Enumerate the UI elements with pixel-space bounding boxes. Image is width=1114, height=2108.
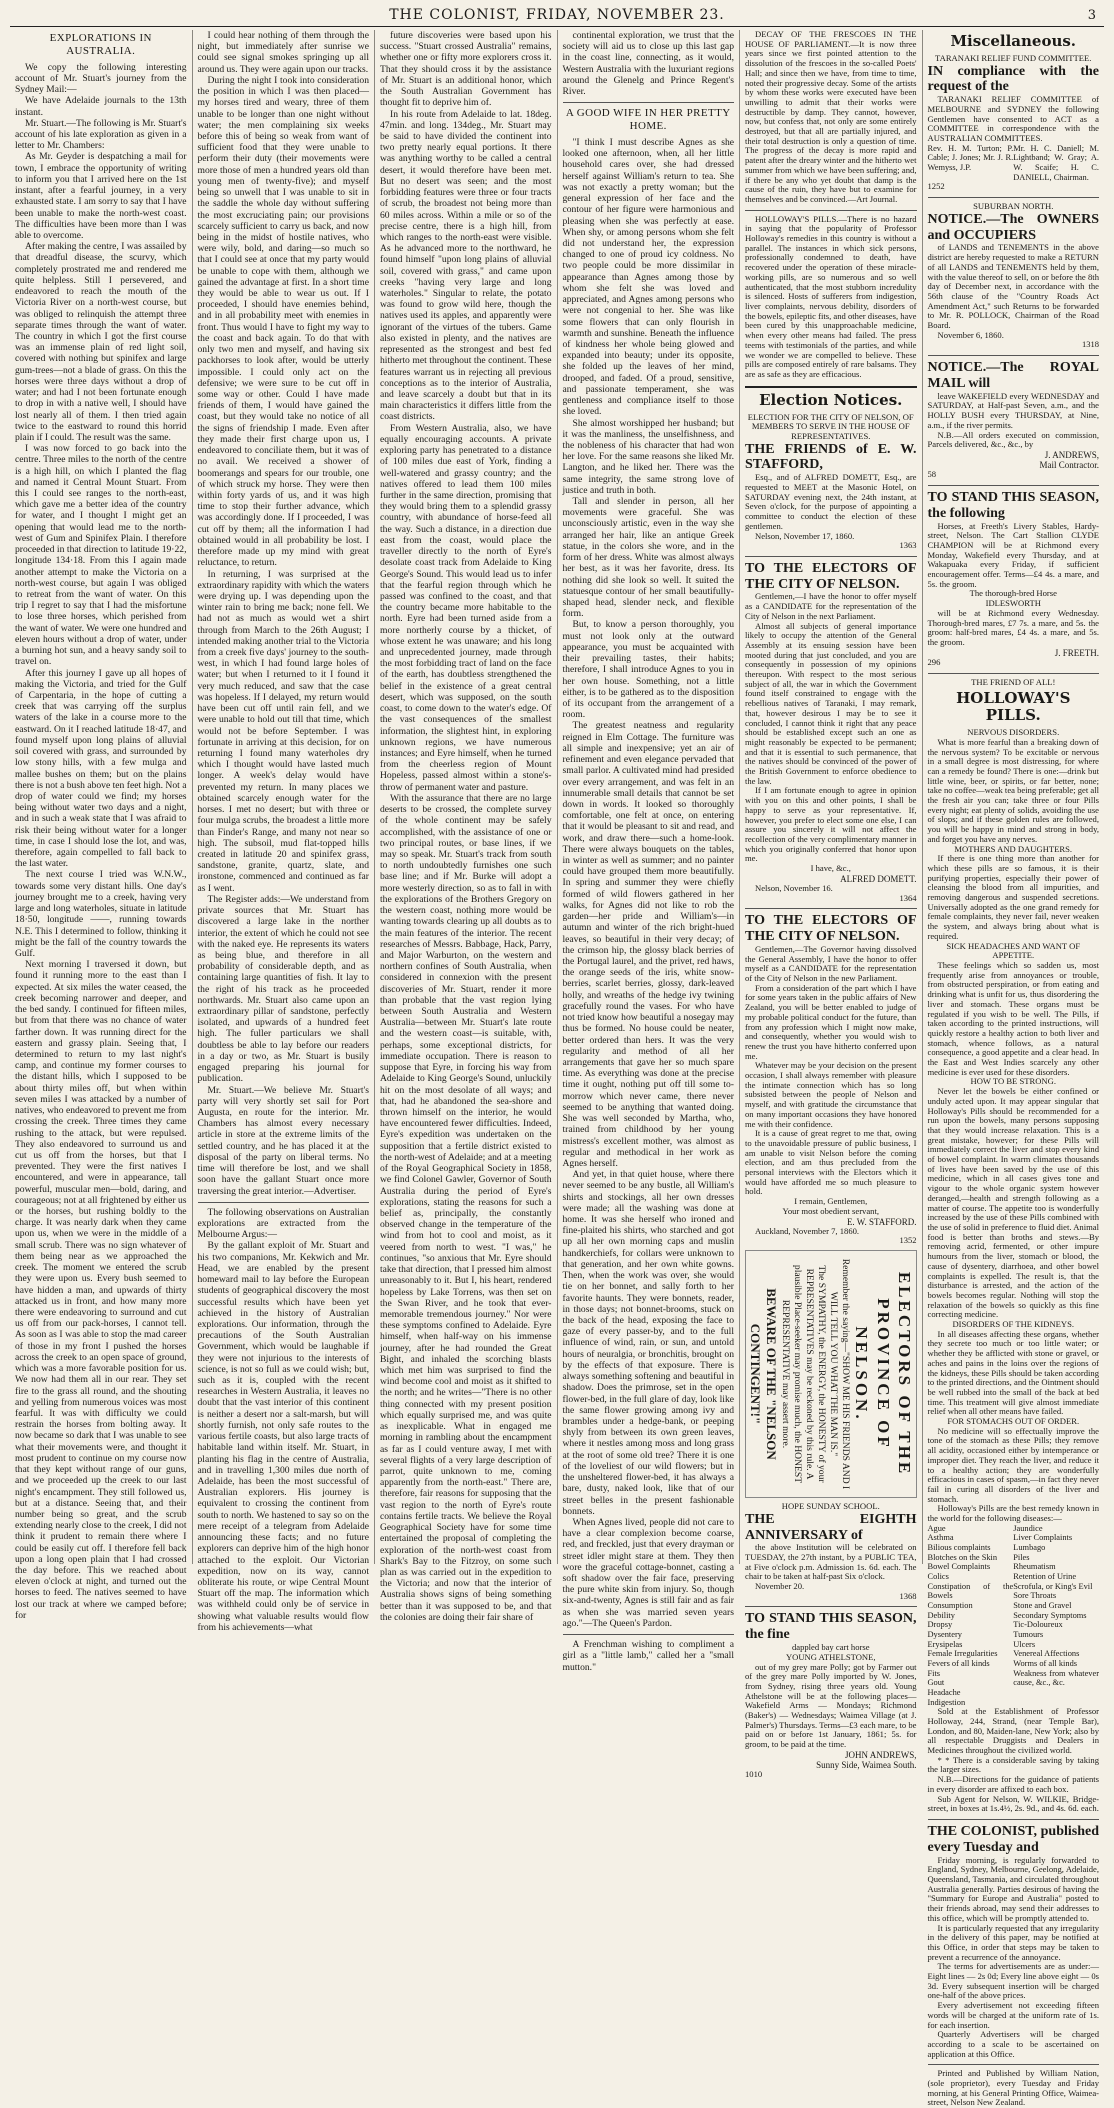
- notice-body: Gentlemen,—The Governor having dissolved the General Assembly, I have the honor to offer myself as a CANDIDATE for the representation of the City of Nelson in the new Parliament.: [745, 943, 917, 983]
- notice-body: The terms for advertisements are as under:— Eight lines — 2s 0d; Every line above eight — 0s 3d. Every subsequent insertion will be charged one-half of the above prices.: [927, 1961, 1099, 2001]
- item-heading: FOR STOMACHS OUT OF ORDER.: [947, 1416, 1080, 1427]
- notice-date: November 20.: [755, 1581, 805, 1592]
- paragraph: As Mr. Geyder is despatching a mail for town, I embrace the opportunity of writing to inform you that I arrived here on the 1st instant, after a fearful journey, in a very exhausted state. I am sorry to say that I have been unable to make the north-west coast. The difficulties have been more than I was able to overcome.: [15, 151, 187, 241]
- disease-item: Indigestion: [927, 1697, 966, 1707]
- column-4: [558, 30, 741, 1673]
- notice-subtitle: The thorough-bred Horse: [969, 588, 1057, 599]
- notice-body: These feelings which so sadden us, most frequently arise from annoyances or trouble, from obstructed perspiration, or from eating and drinking what is unfit for us, thus disordering the liver and stomach. These organs must be regulated if you wish to be well. The Pills, if taken according to the printed instructions, will quickly restore a healthy action to both liver and stomach, whence follows, as a natural consequence, a good appetite and a clear head. In the East and West Indies scarcely any other medicine is ever used for these disorders.: [927, 960, 1099, 1077]
- vertical-line: Remember the saying—"SHOW ME HIS FRIENDS AND I WILL TELL YOU WHAT THE MAN IS.": [828, 1258, 852, 1490]
- notice-heading: TARANAKI RELIEF FUND COMMITTEE.: [935, 52, 1092, 63]
- divider: [928, 1819, 1100, 1820]
- paragraph: And yet, in that quiet house, where there never seemed to be any bustle, all William's shirts and stockings, all her own dresses were made; all the washing was done at home. It was she herself who ironed and fine-plaited his shirts, who starched and got up all her own morning caps and muslin handkerchiefs, for collars were unknown to that generation, and her own white gowns. Then, when the work was over, she would tie on her bonnet, and sally forth to her favorite haunts. They were bonnets, reader, in those days; not bonnet-brooms, stuck on the back of the head, exposing the face to gaze of every passer-by, and to the full influence of wind, rain, or sun, and untold hours of neuralgia, or bronchitis, brought on by the effects of that exposure. There is always something softening and beautiful in shadow. Does the primrose, set in the open flower-bed, in the full glare of day, look like the same flower growing among ivy and brambles under a hedge-bank, or peeping shyly from between its own green leaves, where it nestles among moss and long grass at the root of some old tree? There it is one of the loveliest of our wild flowers; but in the unsheltered flower-bed, it has always a bare, dusty, naked look, like that of our street belles in the present fashionable bonnets.: [562, 1169, 734, 1517]
- committee-right: Mr. H. C. Daniell; M. Lightband; W. Gray; A. W. Scaife; H. C. DANIELL, Chairman.: [1013, 143, 1099, 182]
- disease-item: Worms of all kinds: [1013, 1658, 1078, 1668]
- notice-body: out of my grey mare Polly; got by Farmer out of the grey mare Polly imported by W. Jones, from Sydney, rising three years old. Young Athelstone will be at the following places—Wakefield Arms — Mondays; Richmond (Baker's) — Wednesdays; Waimea Village (at J. Palmer's) Thursdays. Terms—£3 each mare, to be paid on or before 1st January, 1861; 5s. for groom, to be paid at the time.: [745, 1661, 917, 1750]
- notice-subtitle: dappled bay cart horse: [791, 1642, 870, 1653]
- committee-list: [928, 144, 1100, 183]
- column-3: [375, 30, 558, 1623]
- paragraph: Mr. Stuart.—We believe Mr. Stuart's party will very shortly set sail for Port Augusta, en route for the interior. Mr. Chambers has almost every necessary article in store at the extreme limits of the settled country, and he has placed it at the disposal of the party on liberal terms. No time will therefore be lost, and we shall soon have the gallant Stuart once more traversing the great interior.—Advertiser.: [197, 1084, 369, 1197]
- disease-item: Blotches on the Skin: [927, 1552, 998, 1562]
- paragraph: The following observations on Australian explorations are extracted from the Melbourne Argus:—: [197, 1206, 369, 1241]
- notice-close: I have, &c.,: [810, 863, 851, 874]
- notice-signature: J. FREETH.: [1054, 647, 1099, 658]
- committee-left: Rev. H. M. Turton; P. Cable; J. Jones; Mr. J. R. Wemyss, J.P.: [927, 143, 1014, 173]
- disease-item: Tumours: [1013, 1630, 1044, 1639]
- notice-body: will be at Richmond every Wednesday. Thorough-bred mares, £7 7s. a mare, and 5s. the groom: half-bred mares, £4 4s. a mare, and 5s. the groom.: [927, 607, 1099, 647]
- paragraph: Next morning I traversed it down, but found it running more to the east than I expected. At six miles the water ceased, the creek becoming narrower and deeper, and the bed sandy. I continued for fifteen miles, but from that there was no chance of water farther down. It was running direct for the eastern and grassy plain. Seeing that, I determined to return to my last night's camp, and continue my former courses to the distant hills, which I supposed to be about thirty miles off, but when within seven miles I was attacked by a number of natives, who endeavored to prevent me from crossing the creek. Three times they came rushing to the attack, but were repulsed. They also endeavored to surround us and cut us off from the horses, but that I prevented. They were the first natives I encountered, and were in appearance, tall powerful, muscular men—bold, daring, and courageous; not at all frightened by either us or the horses, but rushing boldly to the charge. It was nearly dark when they came upon us, when we were in the middle of a small scrub. There was no sign whatever of them being near as we approached the creek. The moment we entered the scrub they were upon us. Every bush seemed to have hidden a man, and upwards of thirty attacked us in front, and how many more there were endeavoring to surround and cut us off from our pack-horses, I cannot tell. As soon as I was able to stop the mad career of those in my front I pushed the horses across the creek to an open space of ground, which was a more favorable position for us. We now had them all in our rear. They set fire to the grass all round, and the shouting and yelling from numerous voices was most fearful. It was with difficulty we could restrain the horses from bolting away. It now became so dark that I was unable to see what their movements were, and thought it most prudent to continue on my course now that they kept without range of our guns, and we proceeded up the creek to our last night's encampment. They still followed us, but at a distance. Seeing that, and their number being so great, and the scrub extending nearly close to the creek, I did not think it prudent to remain there where I could be easily cut off. I therefore fell back upon a long open plain that I had crossed the day before. This we reached about eleven o'clock at night, and turned out the horses to feed. The natives seemed to have lost our track at where we camped before; for: [15, 959, 187, 1621]
- divider: [563, 1634, 735, 1635]
- disease-item: Fits: [927, 1668, 941, 1678]
- divider: [745, 1606, 917, 1607]
- notice-title: THE EIGHTH ANNIVERSARY of: [745, 1511, 917, 1543]
- ad-reference: 1010: [745, 1769, 763, 1780]
- notice-date: Auckland, November 7, 1860.: [755, 1225, 860, 1236]
- notice-date: November 6, 1860.: [937, 329, 1004, 340]
- divider: [928, 485, 1100, 486]
- paragraph: After this journey I gave up all hopes of making the Victoria, and tried for the Gulf of Carpentaria, in the hope of cutting a creek that was carrying off the surplus waters of the lake in a course more to the eastward. On it I reached latitude 18·47, and found myself upon long plains of alluvial soil covered with grass, and surrounded by low stony hills, with a few mulga and mallee bushes on them; but on the plains there is not a bush above ten feet high. Not a drop of water could we find; my horses being without water two days and a night, and in such a weak state that I was afraid to risk their being without water for a longer time, in case I should lose the lot, and was, therefore, again compelled to fall back to the last water.: [15, 667, 187, 870]
- item-heading: MOTHERS AND DAUGHTERS.: [954, 843, 1073, 854]
- item-heading: DISORDERS OF THE KIDNEYS.: [952, 1319, 1075, 1330]
- notice-body: No medicine will so effectually improve the tone of the stomach as these Pills; they remove all acidity, occasioned either by intemperance or improper diet. They reach the liver, and reduce it to a healthy action; they are wonderfully efficacious in cases of spasm,—in fact they never fail in curing all disorders of the liver and stomach.: [927, 1425, 1099, 1504]
- ad-reference: 58: [927, 469, 937, 480]
- notice-body: Esq., and of ALFRED DOMETT, Esq., are requested to MEET at the Masonic Hotel, on SATURDAY evening next, the 24th instant, at Seven o'clock, for the purpose of appointing a committee to conduct the election of these gentlemen.: [745, 472, 917, 531]
- masthead: [10, 6, 1104, 27]
- disease-item: Ague: [927, 1523, 946, 1533]
- notice-signature-title: Mail Contractor.: [1039, 460, 1099, 471]
- item-heading: DECAY OF THE FRESCOES IN THE HOUSE OF PARLIAMENT.: [745, 29, 917, 49]
- disease-item: Asthma: [927, 1533, 954, 1543]
- disease-item: Sore Throats: [1013, 1591, 1057, 1601]
- notice-body: Every advertisement not exceeding fifteen words will be charged at the uniform rate of 1s. for each insertion.: [927, 2000, 1099, 2030]
- ad-reference: 1364: [899, 892, 917, 903]
- notice-date: Nelson, November 17, 1860.: [755, 530, 855, 541]
- ad-reference: 1252: [927, 181, 945, 192]
- notice-heading: HOPE SUNDAY SCHOOL.: [781, 1501, 880, 1512]
- section-heading: Election Notices.: [759, 390, 903, 409]
- disease-item: Weakness from whatever cause, &c., &c.: [1013, 1668, 1099, 1688]
- column-6: [923, 30, 1105, 2108]
- item-body: —It is now three years since we first pointed attention to the dissolution of the frescoes in the so-called Poets' Hall; and since then we have, from time to time, noted their progressive decay. Some of the artists by whom these works were executed have been unwilling to admit that their works were destructible by damp. They cannot, however, now, but confess that, not only are some entirely destroyed, but that all are partially injured, and their total destruction is only a question of time. The progress of the decay is more rapid and patent after the dreary winter and the hitherto wet summer from which we have been suffering; and, if there be any who yet doubt that damp is the cause of the ruin, they have but to examine for themselves and be convinced.—Art Journal.: [745, 38, 917, 204]
- paragraph: The Register adds:—We understand from private sources that Mr. Stuart has discovered a large lake in the norther interior, the extent of which he could not see with the naked eye. He represents its waters as being blue, and therefore in all probability of considerable depth, and as containing large quantities of fish. It lay to the right of his track as he proceeded northwards. Mr. Stuart also came upon an extraordinary pillar of sandstone, perfectly isolated, and upwards of a hundred feet high. The fuller particulars we shall doubtless be able to lay before our readers in a day or two, as Mr. Stuart is busily engaged preparing his journal for publication.: [197, 893, 369, 1085]
- disease-list-right: [1013, 1524, 1099, 1707]
- notice-body: of LANDS and TENEMENTS in the above district are hereby requested to make a RETURN of all LANDS and TENEMENTS held by them, with the value thereof to sell, on or before the 8th day of December next, in accordance with the 56th clause of the "Country Roads Act Amendment Act," such Returns to be forwarded to Mr. R. POLLOCK, Chairman of the Road Board.: [927, 242, 1099, 331]
- paragraph: She almost worshipped her husband; but it was the manliness, the unselfishness, and the nobleness of his character that had won her love. For the same reasons she liked Mr. Langton, and he liked her. There was the same integrity, the same strong love of justice and truth in both.: [562, 417, 734, 496]
- disease-item: Fevers of all kinds: [927, 1658, 990, 1668]
- ad-reference: 1363: [899, 540, 917, 551]
- notice-heading: SUBURBAN NORTH.: [973, 201, 1054, 212]
- ad-reference: 1318: [1082, 339, 1099, 350]
- notice-body: Sold at the Establishment of Professor Holloway, 244, Strand, (near Temple Bar), London, and 80, Maiden-lane, New York; also by all respectable Druggists and Dealers in Medicines throughout the civilized world.: [927, 1706, 1099, 1756]
- disease-item: Dropsy: [927, 1620, 953, 1630]
- paragraph: During the night I took into consideration the position in which I was then placed—my horses tired and weary, three of them unable to be longer than one night without water; the men complaining six weeks before this of being so weak from want of sufficient food that they were unable to perform their duty (their movements were more those of men a hundred years old than young men of twenty-five); and myself being so unwell that I was unable to sit in the saddle the whole day without suffering the most excruciating pain; our provisions scarcely sufficient to carry us back, and now being in the midst of hostile natives, who were wily, bold, and daring—so much so that I could see at once that my party would be unable to cope with them, although we gained the advantage at first. In a short time they would be able to wear us out. If I proceeded, I should have enemies behind, and in all probability meet with enemies in front. Thus would I have to fight my way to the coast and back again. To do that with only two men and myself, and having six packhorses to look after, would be utterly impossible. I could only act on the defensive; we were sure to be cut off in some way or other. Could I have made friends of them, I would have gained the coast, but they would take no notice of all the signs of friendship I made. Even after they made their first charge upon us, I endeavored to conciliate them, but it was of no avail. We received a shower of boomerangs and spears for our trouble, one of which struck my horse. They were then within forty yards of us, and it was high time to stop their further advance, which was accordingly done. If I proceeded, I was cut off by them; all the information I had obtained would in all probability be lost. I therefore made up my mind with great reluctance, to return.: [197, 74, 369, 569]
- disease-item: Headache: [927, 1687, 961, 1697]
- ad-reference: 1368: [899, 1590, 917, 1601]
- paragraph: continental exploration, we trust that the society will aid us to close up this last gap in the coast line, connecting, as it would, Western Australia with the luxuriant regions around the Glenelg and Prince Regent's River.: [562, 30, 734, 98]
- paragraph: In his route from Adelaide to lat. 18deg. 47min. and long. 134deg., Mr. Stuart may be said to have divided the continent into two pretty nearly equal portions. It there was anything worthy to be called a central desert, it would therefore have been met. But no desert was seen; and the most forbidding features were three or four tracts of scrub, the broadest not being more than 60 miles across. Within a mile or so of the precise centre, there is a high hill, from which ranges to the north-east were visible. As he advanced more to the northward, he found himself "upon long plains of alluvial soil, covered with grass," and came upon creeks "having very large and long waterholes." Singular to relate, the potato was found to grow wild here, though the natives used its apples, and apparently were ignorant of the virtues of the tubers. Game also existed in plenty, and the natives are represented as the strongest and best fed hitherto met throughout the continent. These features warrant us in rejecting all previous conceptions as to the interior of Australia, and leave scarcely a doubt but that in its main characteristics it differs little from the coast districts.: [380, 108, 552, 423]
- disease-item: Secondary Symptoms: [1013, 1610, 1087, 1620]
- article-heading: A GOOD WIFE IN HER PRETTY HOME.: [565, 107, 731, 133]
- paragraph: When Agnes lived, people did not care to have a clear complexion become coarse, red, and freckled, just that every drayman or street idler might stare at them. They then wore the graceful cottage-bonnet, casting a soft shadow over the fair face, preserving the pure white skin from injury. So, though six-and-twenty, Agnes is still fair and as fair as when she was married seven years ago."—The Queen's Pardon.: [562, 1516, 734, 1629]
- vertical-line: ELECTORS OF THE PROVINCE OF NELSON.: [852, 1271, 914, 1477]
- paragraph: I was now forced to go back into the centre. Three miles to the north of the centre is a high hill, on which I planted the flag and named it Central Mount Stuart. From this I could see ranges to the north-east, which gave me a better idea of the country for water, and I thought I might get an opening that would lead me to the north-west of Gum and Spinifex Plain. I therefore proceeded in that direction to latitude 19·22, longitude 134·18. From this I again made another attempt to make the Victoria on a north-west course, but again I was obliged to retreat from the want of water. On this trip I regret to say that I had the misfortune to lose three horses, which perished from the want of water. We were one hundred and eleven hours without a drop of water, under a burning hot sun, and a heavy sandy soil to travel on.: [15, 443, 187, 668]
- disease-item: Gout: [927, 1678, 945, 1688]
- notice-body: What is more fearful than a breaking down of the nervous system? To be excitable or nervous in a small degree is most distressing, for where can a remedy be found? There is one:—drink but little wine, beer, or spirits, or far better, none; take no coffee—weak tea being preferable; get all the fresh air you can; take three or four Pills every night; eat plenty of solids, avoiding the use of slops; and if these golden rules are followed, you will be happy in mind and strong in body, and forget you have any nerves.: [927, 736, 1099, 844]
- section-heading: Miscellaneous.: [950, 32, 1077, 50]
- notice-address: Sunny Side, Waimea South.: [816, 1759, 917, 1770]
- notice-heading: ELECTION FOR THE CITY OF NELSON, OF MEMBERS TO SERVE IN THE HOUSE OF REPRESENTATIVES.: [747, 411, 914, 441]
- paragraph: In returning, I was surprised at the extraordinary rapidity with which the waters were drying up. I was depending upon the winter rain to bring me back; none fell. We had not as much as would wet a shirt through from March to the 26th August; I intended making another trial to the Victoria from a creek five days' journey to the south-west, in which I had found large holes of water; but when I returned to it I found it very much reduced, and saw that the case was hopeless. If I delayed, my return would have been cut off until rain fell, and we were unable to hold out till that time, which would not be before September. I was fortunate in arriving at this decision, for on returning I found many waterholes dry which I thought would have lasted much longer. A week's delay would have prevented my return. In many places we obtained scarcely enough water for the horses. I met no desert; but with three or four mulga scrubs, the broadest a little more than Finder's Range, and many not near so high. The subsoil, mud flat-topped hills created in latitude 20 and spinifex grass, sandstone, granite, quartz, slate, and ironstone, commenced and continued as far as I went.: [197, 568, 369, 894]
- paragraph: Tall and slender in person, all her movements were graceful. She was unconsciously artistic, even in the way she arranged her hair, like an antique Greek statue, in the colors she wore, and in the form of her dress. White was almost always her best, as it was her favorite, dress. Its nothing did she look so well. It suited the statuesque contour of her small beautifully-shaped head, slender neck, and flexible form.: [562, 496, 734, 620]
- notice-title: TO STAND THIS SEASON, the fine: [745, 1611, 917, 1643]
- notice-body: Holloway's Pills are the best remedy known in the world for the following diseases:—: [927, 1503, 1099, 1524]
- disease-item: Female Irregularities: [927, 1649, 998, 1659]
- divider: [928, 355, 1100, 356]
- ad-reference: 1352: [899, 1235, 917, 1246]
- paragraph: We have Adelaide journals to the 13th instant.: [15, 95, 187, 118]
- disease-item: Debility: [927, 1610, 955, 1620]
- vertical-notice: [745, 1250, 917, 1498]
- notice-title: HOLLOWAY'S PILLS.: [956, 689, 1071, 725]
- disease-item: Erysipelas: [927, 1639, 963, 1649]
- disease-item: Lumbago: [1013, 1543, 1046, 1553]
- notice-title: THE FRIENDS of E. W. STAFFORD,: [745, 441, 917, 473]
- notice-title: TO STAND THIS SEASON, the following: [927, 489, 1099, 521]
- horse-name: IDLESWORTH: [985, 598, 1041, 609]
- item-heading: HOW TO BE STRONG.: [970, 1076, 1056, 1087]
- item-body: —There is no hazard in saying that the popularity of Professor Holloway's remedies in this country is without a parallel. The instances in which sick persons, professionally condemned to death, have recovered under the operation of these miracle-working pills, are so numerous and so well authenticated, that the most stubborn incredulity is silenced. Hosts of sufferers from indigestion, liver complaints, nervous debility, disorders of the bowels, epileptic fits, and other diseases, have been cured by this unapproachable medicine, when every other means had failed. The press teems with testimonials of the parties, and while we wonder we are compelled to believe. These pills are composed entirely of rare balsams. They are as safe as they are efficacious.: [745, 213, 917, 379]
- disease-item: Jaundice: [1013, 1523, 1043, 1533]
- paragraph: Mr. Stuart.—The following is Mr. Stuart's account of his late exploration as given in a letter to Mr. Chambers:: [15, 117, 187, 152]
- notice-body: TARANAKI RELIEF COMMITTEE of MELBOURNE and SYDNEY the following Gentlemen have consented to ACT as a COMMITTEE in correspondence with the AUSTRALIAN COMMITTEES.: [927, 94, 1099, 144]
- notice-body: If there is one thing more than another for which these pills are so famous, it is their purifying properties, especially their power of cleansing the blood from all impurities, and removing dangerous and suspended secretions. Universally adopted as the one grand remedy for female complaints, they never fail, never weaken the system, and always bring about what is required.: [927, 853, 1099, 941]
- page-number: 3: [1087, 8, 1096, 23]
- paragraph: By the gallant exploit of Mr. Stuart and his two companions, Mr. Kekwich and Mr. Head, we are enabled by the present homeward mail to lay before the European students of geographical discovery the most successful results which have been yet achieved in the history of Australian explorations. Our information, through the precautions of the South Australian Government, which would be laughable if they were not injurious to the interests of science, is not so full as we could wish; but, such as it is, coupled with the recent researches in Western Australia, it leaves no doubt that the vast interior of this continent is neither a desert nor a salt-marsh, but will shortly furnish, not only safe routes to the various fertile coasts, but also large tracts of habitable land within itself. Mr. Stuart, in planting his flag in the centre of Australia, and in travelling 1,300 miles due north of Adelaide, has been the most successful of Australian explorers. His journey is equivalent to crossing the continent from south to north. We hastened to say so on the mere receipt of a telegram from Adelaide announcing these facts; and no future explorers can deprive him of the high honor attached to the exploit. Our Victorian expedition, now on its way, cannot obliterate his route, or wipe Central Mount Stuart off the map. The information which was withheld could only be of service in showing what valuable results would flow from his achievements—what: [197, 1240, 369, 1633]
- disease-item: Scrofula, or King's Evil: [1013, 1581, 1093, 1591]
- ad-reference: 296: [927, 656, 941, 667]
- notice-body: N.B.—All orders executed on commission, Parcels delivered, &c., &c., by: [927, 429, 1099, 450]
- item-heading: HOLLOWAY'S PILLS.: [755, 213, 839, 224]
- notice-close: I remain, Gentlemen,: [794, 1196, 868, 1207]
- divider: [745, 908, 917, 909]
- disease-item: Liver Complaints: [1013, 1533, 1073, 1543]
- column-1: [10, 30, 193, 1621]
- divider: [563, 102, 735, 103]
- notice-body: Almost all subjects of general importance likely to occupy the attention of the General Assembly at its ensuing session have been mooted during that just concluded, and you are consequently in possession of my opinions thereupon. With respect to the most serious subject of all, the war in which the Government found itself constrained to engage with the rebellious natives of Taranaki, I may remark, that, however desirous I may be to see it concluded, I cannot think it right that any peace should be established except such an one as might reasonably be expected to be permanent; and that it is essential to such permanence, that the natives should be convinced of the power of the British Government to enforce obedience to the law.: [745, 620, 917, 786]
- notice-body: Never let the bowels be either confined or unduly acted upon. It may appear singular that Holloway's Pills should be recommended for a run upon the bowels, many persons supposing that they would increase relaxation. This is a great mistake, however; for these Pills will immediately correct the liver and stop every kind of bowel complaint. In warm climates thousands of lives have been saved by the use of this medicine, which in all cases gives tone and vigour to the whole organic system however deranged,—health and strength following as a matter of course. The appetite too is wonderfully increased by the use of these Pills combined with the use of solid in preference to fluid diet. Animal food is better than broths and stews.—By removing acrid, fermented, or other impure humours from the liver, stomach or blood, the cause of dysentery, diarrhoea, and other bowel complaints is expelled. The result is, that the disturbance is arrested, and the action of the bowels becomes regular. Nothing will stop the relaxation of the bowels so quickly as this fine correcting medicine.: [927, 1086, 1099, 1320]
- divider: [198, 1202, 370, 1203]
- notice-signature: ALFRED DOMETT.: [840, 873, 917, 884]
- column-5: [740, 29, 923, 1780]
- notice-close: Your most obedient servant,: [782, 1205, 879, 1216]
- paragraph: I could hear nothing of them through the night, but immediately after sunrise we could see signal smokes springing up all around us. They were again upon our tracks.: [197, 30, 369, 75]
- paragraph: With the assurance that there are no large deserts to be crossed, the complete survey of the whole continent may be safely accomplished, with the assistance of one or two principal routes, or base lines, if we may so speak. Mr. Stuart's track from south to north undoubtedly furnishes one such base line; and if Mr. Burke will adopt a more westerly direction, so as to fall in with the explorations of the Brothers Gregory on the western coast, nothing more would be wanting towards clearing up all doubts as to the main features of the interior. The recent researches of Messrs. Babbage, Hack, Parry, and Major Warburton, on the western and northern confines of South Australia, when considered in connexion with the present discoveries of Mr. Stuart, render it more than probable that the vast region lying between South Australia and Western Australia—between Mr. Stuart's late route and the western coast—is suitable, with, perhaps, some exceptional districts, for immediate occupation. There is reason to suppose that Eyre, in forcing his way from Adelaide to King George's Sound, unluckily hit on the most desolate of all ways; and that, had he abandoned the sea-shore and thrown himself on the interior, he would have encountered fewer difficulties. Indeed, Eyre's expedition was undertaken on the supposition that a fertile district existed to the north-west of Adelaide; and at a meeting of the Royal Geographical Society in 1858, we find Colonel Gawler, Governor of South Australia during the period of Eyre's explorations, stating the reasons for such a belief as, principally, the constantly observed change in the temperature of the wind from hot to cool and moist, as it veered from north to west. "I was," he continues, "so anxious that Mr. Eyre should take that direction, that I pressed him almost unreasonably to it. But I, his heart, rendered hopeless by Lake Torrens, was then set on the Swan River, and he took that ever-memorable tremendous journey." Nor were these symptoms confined to Adelaide. Eyre himself, when half-way on his immense journey, after he had rounded the Great Bight, and inhaled the scorching blasts which met him was surprised to find the wind become cool and moist as it shifted to the north; and he writes—"There is no other thing connected with my present position which equally surprised me, and was quite as inexplicable. What in engaged me morning in rambling about the encampment as far as I could venture away, I met with several flights of a very large description of parrot, quite unknown to me, coming apparently from the north-east." There are, therefore, fair reasons for supposing that the vast region to the north of Eyre's route contains fertile tracts. We believe the Royal Geographical Society have for some time entertained the proposal of completing the exploration of the north-west coast from Shark's Bay to the Fitzroy, on some such plan as was carried out in the expedition to the Victoria; and now that the interior of Australia shows signs of being something better than it was supposed to be, and that the colonies are doing their fair share of: [380, 792, 552, 1623]
- imprint: Printed and Published by William Nation, (sole proprietor), every Tuesday and Friday morning, at his General Printing Office, Waimea-street, Nelson New Zealand.: [927, 2068, 1099, 2108]
- column-2: [193, 30, 376, 1633]
- columns: [10, 29, 1104, 2108]
- paragraph: future discoveries were based upon his success. "Stuart crossed Australia" remains, whether one or fifty more explorers cross it. That they should cross it by the assistance of Mr. Stuart is an additional honor, which the South Australian Government has thought fit to deprive him of.: [380, 30, 552, 109]
- vertical-line: The SYMPATHY, the ENERGY, the HONESTY of your REPRESENTATIVES may be reckoned by this rule. A plausible Place-seeker may promise much, the HONEST REPRESENTATIVE may assert more.: [780, 1264, 828, 1484]
- notice-body: N.B.—Directions for the guidance of patients in every disorder are affixed to each box.: [927, 1774, 1099, 1794]
- disease-item: Dysentery: [927, 1630, 962, 1639]
- disease-list: [928, 1524, 1100, 1707]
- notice-title: NOTICE.—The ROYAL MAIL will: [927, 360, 1099, 391]
- disease-item: Bilious complaints: [927, 1543, 991, 1553]
- disease-item: Constipation of the Bowels: [927, 1581, 1014, 1601]
- notice-body: the above Institution will be celebrated on TUESDAY, the 27th instant, by a PUBLIC TEA, at Five o'clock p.m. Admission 1s. 6d. each. The chair to be taken at half-past Six o'clock.: [745, 1542, 917, 1582]
- notice-body: leave WAKEFIELD every WEDNESDAY and SATURDAY, at Half-past Seven, a.m., and the HOLLY BUSH every THURSDAY, at Nine, a.m., if the river permits.: [927, 390, 1099, 430]
- notice-body: If I am fortunate enough to agree in opinion with you on this and other points, I shall be happy to serve as your representative. If, however, you prefer to elect some one else, I can assure you sincerely it will not affect the recollection of the very complimentary manner in which you originally conferred that honor upon me.: [745, 785, 917, 864]
- notice-signature: E. W. STAFFORD.: [846, 1216, 917, 1227]
- horse-name: YOUNG ATHELSTONE,: [785, 1651, 876, 1662]
- notice-body: Quarterly Advertisers will be charged according to a scale to be ascertained on application at this Office.: [927, 2029, 1099, 2059]
- article-heading: EXPLORATIONS IN AUSTRALIA.: [49, 32, 152, 57]
- divider: [928, 197, 1100, 198]
- notice-title: TO THE ELECTORS OF THE CITY OF NELSON.: [745, 913, 917, 945]
- notice-subtitle: THE FRIEND OF ALL!: [971, 676, 1056, 687]
- notice-date: Nelson, November 16.: [755, 882, 833, 893]
- page-title: THE COLONIST, FRIDAY, NOVEMBER 23.: [389, 7, 725, 23]
- paragraph: "I think I must describe Agnes as she looked one afternoon, when, all her little household cares over, she had dressed herself against William's return to tea. She was not exactly a pretty woman; but the general expression of her face and the contour of her figure were harmonious and pleasing when she was perfectly at ease. When shy, or among persons whom she felt did not understand her, the expression changed to one of proud icy coldness. No two people could be more dissimilar in appearance than Agnes among those by whom she felt she was loved and appreciated, and Agnes among persons who were not congenial to her. She was like some flowers that can only flourish in warmth and sunshine. Beneath the influence of kindness her whole being glowed and expanded into beauty; under its opposite, she folded up the leaves of her mind, drooped, and faded. Of a proud, sensitive, and passionate temperament, she was gentleness and compliance itself to those she loved.: [562, 137, 734, 418]
- divider: [928, 2064, 1100, 2065]
- item-heading: SICK HEADACHES AND WANT OF APPETITE.: [946, 940, 1081, 961]
- disease-item: Retention of Urine: [1013, 1572, 1077, 1582]
- disease-item: Consumption: [927, 1601, 973, 1611]
- disease-list-left: [928, 1524, 1014, 1707]
- divider: [745, 556, 917, 557]
- notice-body: It is particularly requested that any irregularity in the delivery of this paper, may be notified at this Office, in order that steps may be taken to prevent a recurrence of the annoyance.: [927, 1922, 1099, 1962]
- notice-body: It is a cause of great regret to me that, owing to the unavoidable pressure of public business, I am unable to visit Nelson before the coming election, and am thus precluded from the personal interviews with the Electors which it would have afforded me so much pleasure to hold.: [745, 1128, 917, 1197]
- vertical-notice-text: [747, 1254, 915, 1494]
- disease-item: Venereal Affections: [1013, 1649, 1080, 1659]
- disease-item: Colics: [927, 1572, 949, 1582]
- divider: [745, 386, 917, 388]
- paragraph: The next course I tried was W.N.W., towards some very distant hills. One day's journey brought me to a creek, having very large and long waterholes, situate in latitude 18·50, longitude ——, running towards N.E. This I determined to follow, thinking it might be the fall of the country towards the Gulf.: [15, 869, 187, 959]
- disease-item: Rheumatism: [1013, 1562, 1056, 1572]
- disease-item: Bowel Complaints: [927, 1562, 991, 1572]
- notice-body: Sub Agent for Nelson, W. WILKIE, Bridge-street, in boxes at 1s.4½, 2s. 9d., and 4s. 6d. each.: [927, 1793, 1099, 1814]
- paragraph: From Western Australia, also, we have equally encouraging accounts. A private exploring party has penetrated to a distance of 100 miles due east of York, finding a well-watered and grassy country; and the natives offered to lead them 100 miles further in the same direction, promising that they would bring them to a splendid grassy country, with abundance of horse-feed all the way. Such a distance, in a direction due east from the coast, would place the traveller directly to the north of Eyre's desolate coast track from Adelaide to King George's Sound. This would lead us to infer that the fearful region through which he passed was confined to the coast, and that the country became more habitable to the north. Eyre had been turned aside from a more northerly course by a thicket, of whose extent he was unaware; and his long and unprecedented journey, made through the most forbidding tract of land on the face of the earth, has doubtless strengthened the belief in the existence of a great central desert, which was supposed, on the south coast, to come down to the water's edge. Of the vast consequences of the smallest information, the slightest hint, in exploring unknown regions, we have numerous instances; and Eyre himself, when he turned from the cheerless region of Mount Hopeless, passed almost within a stone's-throw of permanent water and pasture.: [380, 422, 552, 793]
- disease-item: Stone and Gravel: [1013, 1601, 1072, 1611]
- notice-title: IN compliance with the request of the: [927, 63, 1099, 95]
- paragraph: The greatest neatness and regularity reigned in Elm Cottage. The furniture was all simple and inexpensive; yet an air of refinement and even elegance pervaded that small parlor. A cultivated mind had presided over every arrangement, and was felt in an innumerable small details that cannot be set down in words. It looked so thoroughly comfortable, one felt at once, on entering that it would be pleasant to sit and read, and work, and draw there—such a home-look. There were always bouquets on the tables, in winter as well as summer; and no painter could have grouped them more beautifully. In spring and summer they were chiefly formed of wild flowers gathered in her walks, for Agnes did not like to rob the garden—her pride and William's—in autumn and winter of the rich bright-hued leaves, so beautiful in their very decay; of the crimson hip, the glossy black berries of the Portugal laurel, and the privet, red haws, the orange seeds of the iris, white snow-berries, scarlet berries, glossy, dark-leaved holly, and wreaths of the hedge ivy twining gracefully round the vases. For who have not tried know how beautiful a nosegay may thus be formed. No house could be neater, better ordered than hers. It was the very regularity and method of all her arrangements that gave her so much spare time. As everything was done at the precise time it ought, nothing put off till some to-morrow which never came, there never seemed to be anything that wanted doing. She was well seconded by Martha, who, trained from childhood by her young mistress's excellent mother, was almost as regular and methodical in her work as Agnes herself.: [562, 720, 734, 1169]
- notice-body: In all diseases affecting these organs, whether they secrete too much or too little water; or whether they be afflicted with stone or gravel, or aches and pains in the loins over the regions of the kidneys, these Pills should be taken according to the printed directions, and the Ointment should be well rubbed into the small of the back at bed time. This treatment will give almost immediate relief when all other means have failed.: [927, 1328, 1099, 1417]
- notice-signature: JOHN ANDREWS,: [844, 1749, 917, 1760]
- paragraph: We copy the following interesting account of Mr. Stuart's journey from the Sydney Mail:—: [15, 61, 187, 96]
- disease-item: Piles: [1013, 1552, 1030, 1562]
- notice-body: Friday morning, is regularly forwarded to England, Sydney, Melbourne, Geelong, Adelaide, Queensland, Tasmania, and circulated throughout Australia generally. Parties desirous of having the "Summary for Europe and Australia" posted to their friends abroad, may send their addresses to this office, which will be promptly attended to.: [927, 1854, 1099, 1923]
- paragraph: A Frenchman wishing to compliment a girl as a "little lamb," called her a "small mutton.": [562, 1639, 734, 1673]
- paragraph: [745, 215, 917, 380]
- divider: [745, 210, 917, 211]
- notice-signature: J. ANDREWS,: [1044, 449, 1099, 460]
- notice-body: Gentlemen,—I have the honor to offer myself as a CANDIDATE for the representation of the City of Nelson in the next Parliament.: [745, 591, 917, 621]
- notice-body: From a consideration of the part which I have for some years taken in the public affairs of New Zealand, you will be better enabled to judge of my probable political conduct for the future, than from any profession which I might now make, and consequently, whether you would wish to renew the trust you have hitherto conferred upon me.: [745, 982, 917, 1061]
- paragraph: But, to know a person thoroughly, you must not look only at the outward appearance, you must be acquainted with their prevailing tastes, their habits; therefore, I shall introduce Agnes to you in her own house. Something, not a little either, is to be gathered as to the disposition of its occupant from the arrangement of a room.: [562, 619, 734, 721]
- notice-body: Whatever may be your decision on the present occasion, I shall always remember with pleasure the intimate connection which has so long subsisted between the people of Nelson and myself, and with gratitude the circumstance that on many important occasions they have honored me with their confidence.: [745, 1060, 917, 1129]
- notice-title: TO THE ELECTORS OF THE CITY OF NELSON.: [745, 560, 917, 592]
- notice-title: NOTICE.—The OWNERS and OCCUPIERS: [927, 211, 1099, 243]
- item-heading: NERVOUS DISORDERS.: [967, 727, 1060, 738]
- disease-item: Tic-Doloureux: [1013, 1620, 1063, 1630]
- notice-title: THE COLONIST, published every Tuesday and: [927, 1823, 1099, 1855]
- disease-item: Ulcers: [1013, 1639, 1036, 1649]
- notice-body: Horses, at Freeth's Livery Stables, Hardy-street, Nelson. The Cart Stallion CLYDE CHAMPION will be at Richmond every Monday, Wakefield every Thursday, and at Wakapuaka every Friday, if sufficient encouragement offer. Terms—£4 4s. a mare, and 5s. the groom.: [927, 520, 1099, 589]
- divider: [928, 673, 1100, 674]
- paragraph: [745, 30, 917, 205]
- paragraph: After making the centre, I was assailed by that dreadful disease, the scurvy, which completely prostrated me and rendered me quite helpless. Still I persevered, and endeavored to reach the mouth of the Victoria River on a north-west course, but was obliged to relinquish the attempt three separate times through the want of water. The country in which I got the first course was an immense plain of red light soil, covered with nothing but spinifex and large gum-trees—not a blade of grass. On this the horses were three days without a drop of water; and had I not been fortunate enough to drop in with a native well, I should have lost nearly all of them. I then tried again twice to the eastward to round this horrid plain if I could. The result was the same.: [15, 241, 187, 443]
- vertical-line: BEWARE OF THE "NELSON CONTINGENT!": [747, 1288, 780, 1460]
- notice-body: * * There is a considerable saving by taking the larger sizes.: [927, 1754, 1099, 1775]
